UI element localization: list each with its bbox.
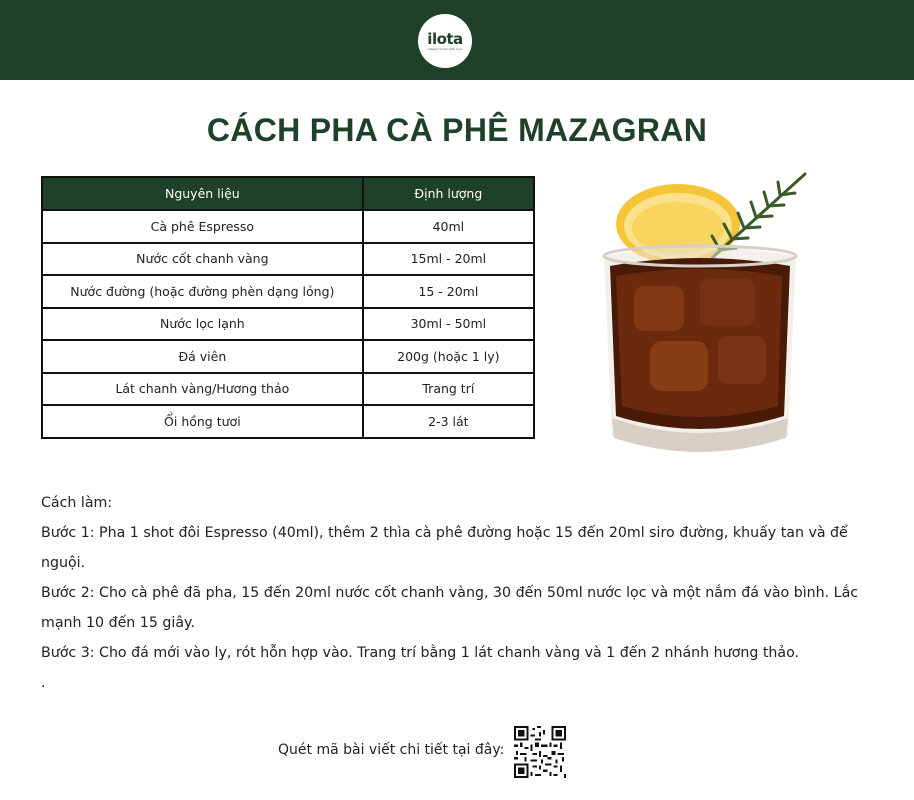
amount-cell: 15 - 20ml <box>363 275 534 308</box>
ingredient-cell: Cà phê Espresso <box>42 210 363 243</box>
table-row <box>42 405 534 438</box>
page-title: CÁCH PHA CÀ PHÊ MAZAGRAN <box>206 112 708 148</box>
column-header-ingredient: Nguyên liệu <box>42 177 363 210</box>
qr-code-icon[interactable] <box>514 726 566 778</box>
amount-cell: 40ml <box>363 210 534 243</box>
logo-tagline: Always made with love <box>427 46 463 51</box>
amount-cell: 200g (hoặc 1 ly) <box>363 340 534 373</box>
ingredient-cell: Ổi hồng tươi <box>42 405 363 438</box>
ingredients-table <box>41 176 535 439</box>
table-row <box>42 210 534 243</box>
table-header-row <box>42 177 534 210</box>
glass-icon <box>604 246 796 452</box>
amount-cell: 2-3 lát <box>363 405 534 438</box>
instructions-heading: Cách làm: <box>41 495 113 511</box>
ingredient-cell: Lát chanh vàng/Hương thảo <box>42 373 363 406</box>
table-row <box>42 340 534 373</box>
amount-cell: 30ml - 50ml <box>363 308 534 341</box>
step-2: Bước 2: Cho cà phê đã pha, 15 đến 20ml nước cốt chanh vàng, 30 đến 50ml nước lọc và một nắm đá vào bình. Lắc mạnh 10 đến 15 giây. <box>41 585 859 631</box>
step-3: Bước 3: Cho đá mới vào ly, rót hỗn hợp vào. Trang trí bằng 1 lát chanh vàng và 1 đến 2 nhánh hương thảo. <box>41 645 800 661</box>
table-row <box>42 373 534 406</box>
table-row <box>42 275 534 308</box>
mazagran-drink-illustration <box>590 166 820 466</box>
qr-label: Quét mã bài viết chi tiết tại đây: <box>278 742 505 758</box>
ingredient-cell: Nước cốt chanh vàng <box>42 243 363 276</box>
trailing-dot: . <box>41 675 46 691</box>
amount-cell: 15ml - 20ml <box>363 243 534 276</box>
instructions <box>41 488 881 698</box>
column-header-amount: Định lượng <box>363 177 534 210</box>
ingredient-cell: Nước đường (hoặc đường phèn dạng lỏng) <box>42 275 363 308</box>
brand-logo[interactable] <box>418 14 472 68</box>
logo-text: ilota <box>427 29 463 48</box>
ingredient-cell: Nước lọc lạnh <box>42 308 363 341</box>
table-row <box>42 243 534 276</box>
amount-cell: Trang trí <box>363 373 534 406</box>
step-1: Bước 1: Pha 1 shot đôi Espresso (40ml), thêm 2 thìa cà phê đường hoặc 15 đến 20ml siro đường, khuấy tan và để nguội. <box>41 525 848 571</box>
ingredient-cell: Đá viên <box>42 340 363 373</box>
header-bar <box>0 0 914 80</box>
table-row <box>42 308 534 341</box>
